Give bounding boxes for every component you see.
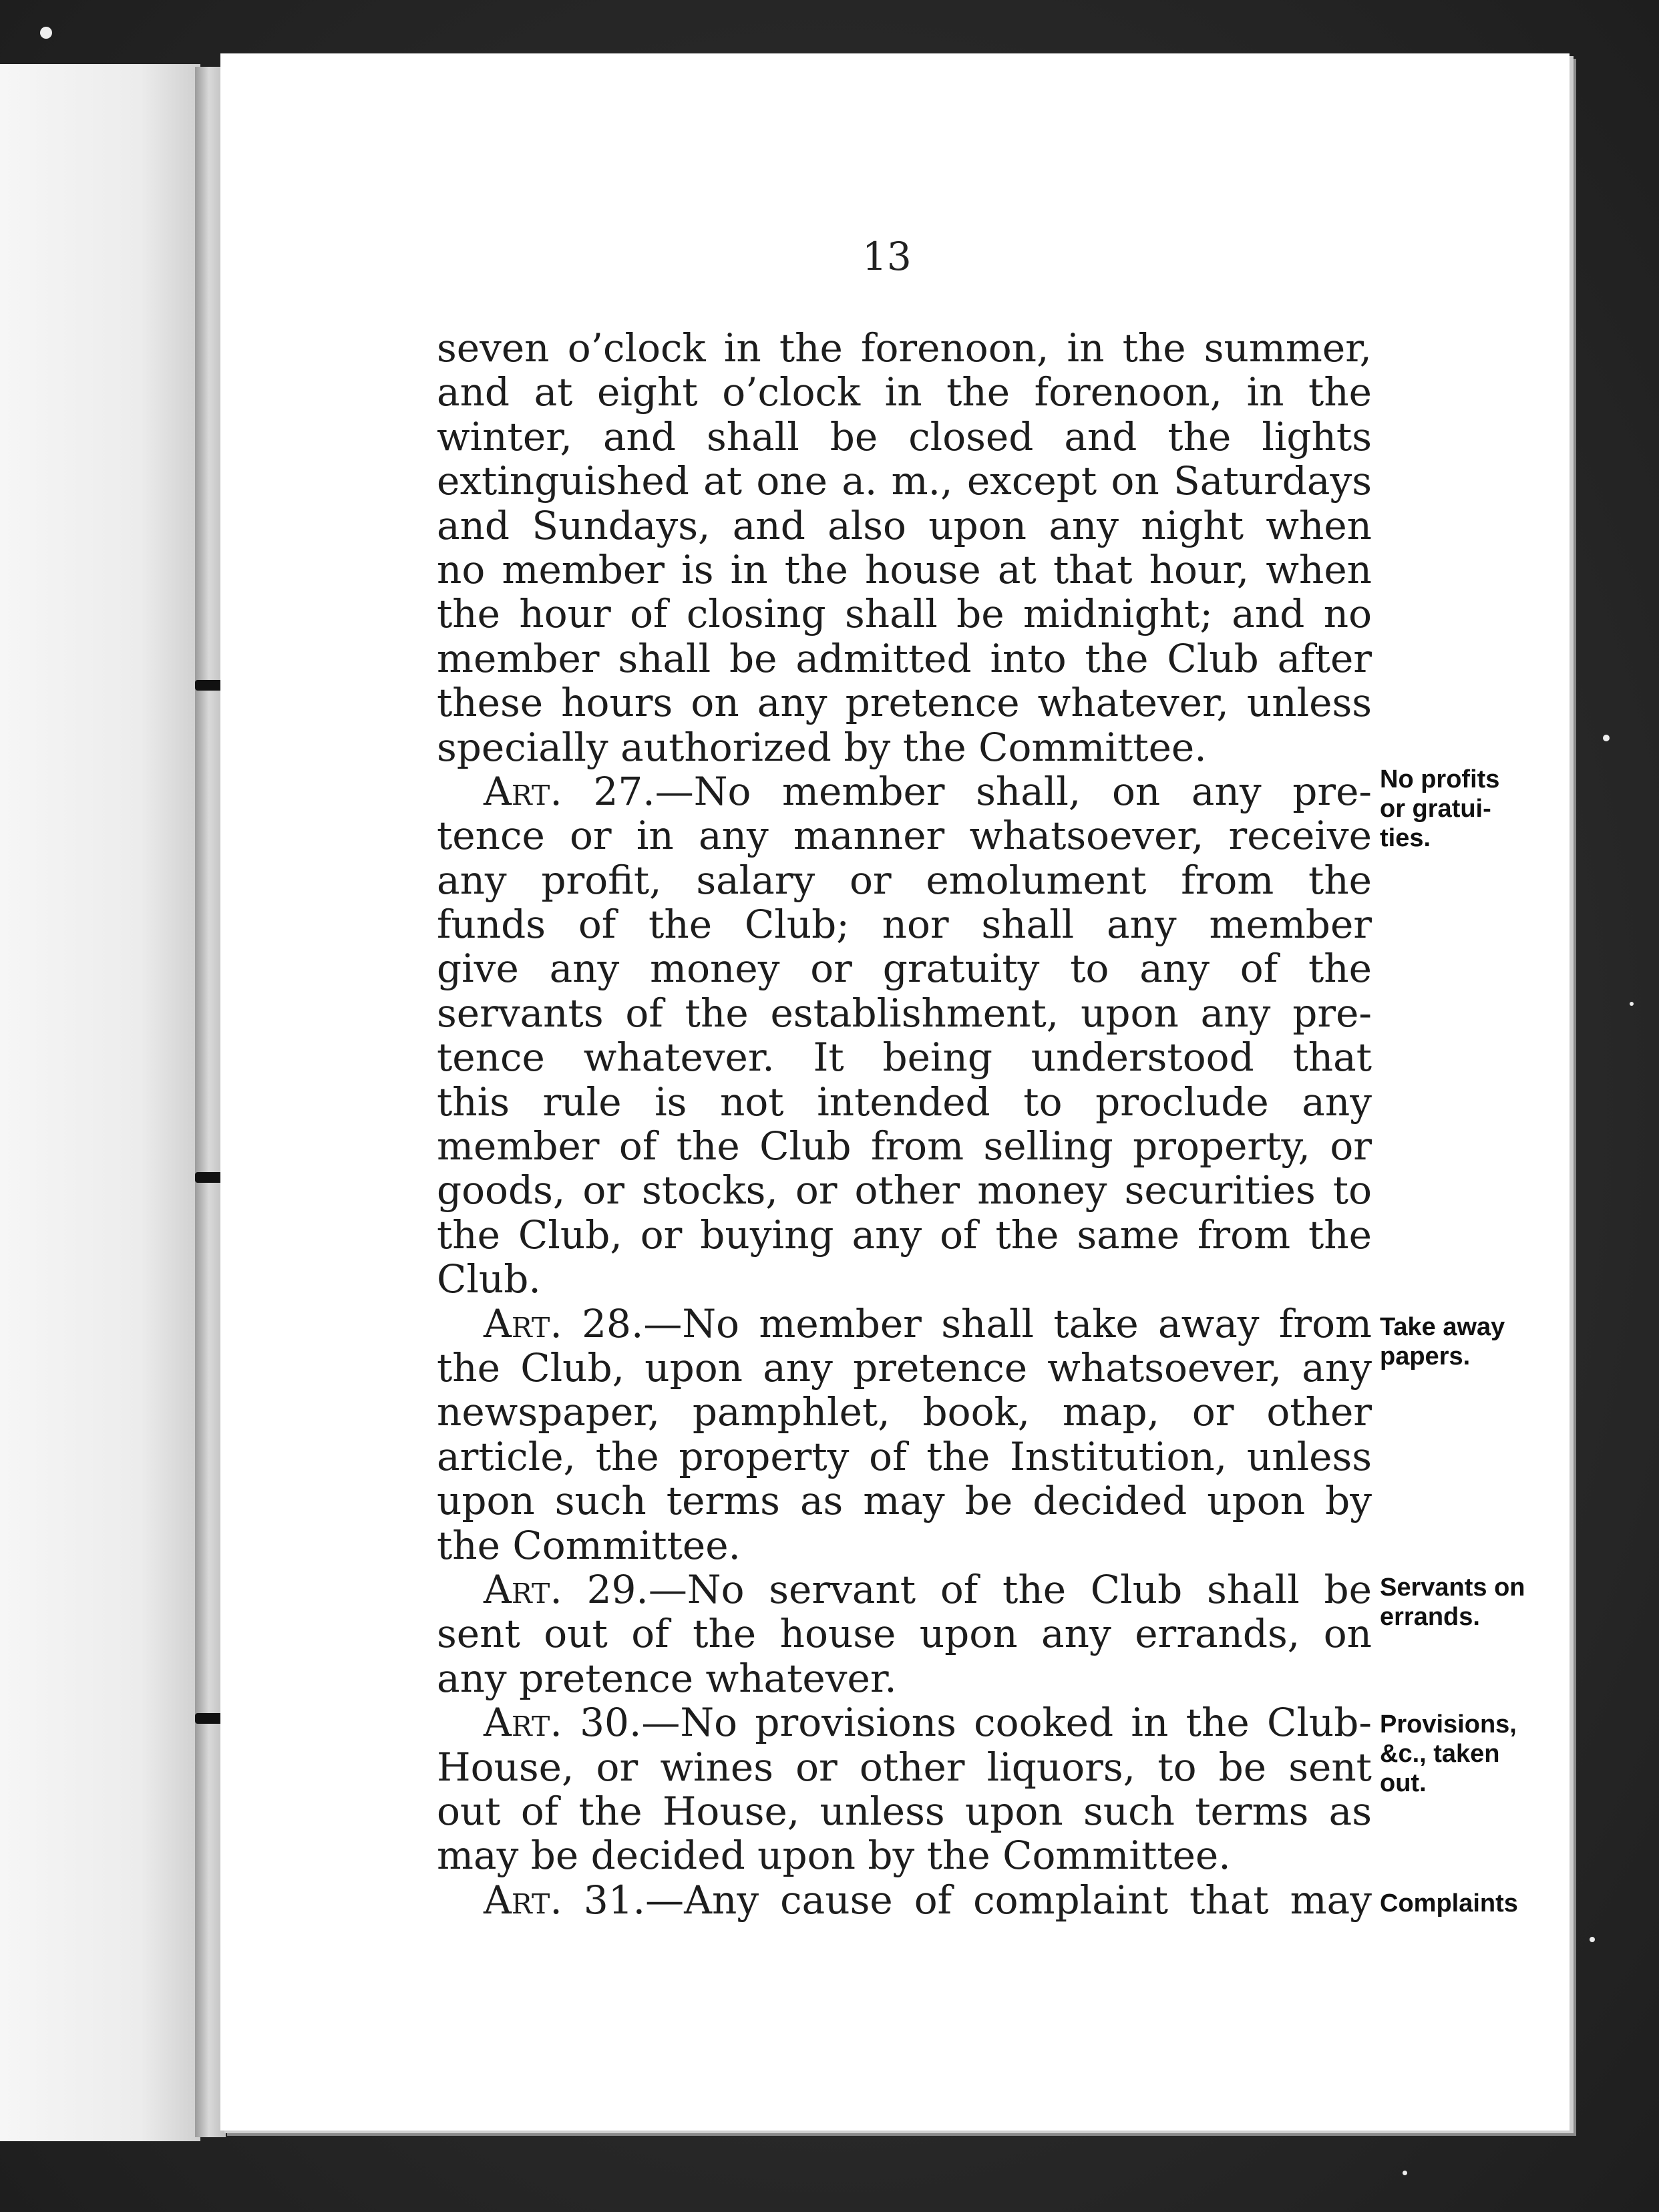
article-27-heading-line: Art. 27.—No member shall, on any pre- bbox=[484, 768, 1372, 814]
text-line: Club. bbox=[437, 1256, 541, 1302]
text-line: out of the House, unless upon such terms as bbox=[437, 1788, 1372, 1834]
text-line: the Club, or buying any of the same from the bbox=[437, 1212, 1372, 1258]
margin-note-no-profits: No profits or gratui- ties. bbox=[1380, 765, 1500, 852]
text-line: may be decided upon by the Committee. bbox=[437, 1833, 1231, 1879]
margin-note-take-away-papers: Take away papers. bbox=[1380, 1313, 1505, 1370]
dust-speck bbox=[1590, 1937, 1595, 1942]
text-line: member of the Club from selling property, or bbox=[437, 1123, 1372, 1169]
text-line: extinguished at one a. m., except on Saturdays bbox=[437, 458, 1372, 504]
text-line: no member is in the house at that hour, when bbox=[437, 546, 1372, 592]
margin-note-complaints: Complaints bbox=[1380, 1889, 1518, 1917]
text-line: sent out of the house upon any errands, on bbox=[437, 1611, 1372, 1657]
text-line: upon such terms as may be decided upon by bbox=[437, 1478, 1372, 1524]
text-line: this rule is not intended to proclude any bbox=[437, 1079, 1372, 1125]
text-line: winter, and shall be closed and the lights bbox=[437, 413, 1372, 459]
article-31-heading-line: Art. 31.—Any cause of complaint that may bbox=[484, 1877, 1372, 1923]
text-line: newspaper, pamphlet, book, map, or other bbox=[437, 1389, 1372, 1435]
page-number: 13 bbox=[862, 234, 912, 279]
article-30-heading-line: Art. 30.—No provisions cooked in the Club- bbox=[484, 1700, 1372, 1746]
text-line: any pretence whatever. bbox=[437, 1655, 897, 1701]
text-line: and Sundays, and also upon any night when bbox=[437, 502, 1372, 548]
facing-page bbox=[0, 64, 200, 2141]
text-line: tence or in any manner whatsoever, receive bbox=[437, 813, 1372, 859]
text-line: give any money or gratuity to any of the bbox=[437, 946, 1372, 992]
text-line: member shall be admitted into the Club after bbox=[437, 635, 1372, 681]
text-line: the Club, upon any pretence whatsoever, any bbox=[437, 1344, 1372, 1391]
text-line: seven o’clock in the forenoon, in the summer, bbox=[437, 325, 1372, 371]
body-text bbox=[437, 326, 1372, 1922]
article-28-heading-line: Art. 28.—No member shall take away from bbox=[484, 1300, 1372, 1346]
text-line: specially authorized by the Committee. bbox=[437, 724, 1207, 770]
dust-speck bbox=[40, 27, 52, 39]
text-line: these hours on any pretence whatever, unless bbox=[437, 680, 1372, 726]
margin-note-servants-errands: Servants on errands. bbox=[1380, 1574, 1525, 1631]
text-line: tence whatever. It being understood that bbox=[437, 1035, 1372, 1081]
text-line: the Committee. bbox=[437, 1522, 741, 1568]
margin-note-provisions: Provisions, &c., taken out. bbox=[1380, 1710, 1517, 1797]
text-line: servants of the establishment, upon any pre- bbox=[437, 990, 1372, 1036]
text-line: and at eight o’clock in the forenoon, in the bbox=[437, 369, 1372, 415]
dust-speck bbox=[1403, 2171, 1407, 2175]
text-line: House, or wines or other liquors, to be sent bbox=[437, 1744, 1372, 1790]
text-line: goods, or stocks, or other money securities to bbox=[437, 1167, 1372, 1214]
text-line: any profit, salary or emolument from the bbox=[437, 857, 1372, 903]
text-line: the hour of closing shall be midnight; and no bbox=[437, 591, 1372, 637]
dust-speck bbox=[1630, 1002, 1634, 1006]
article-29-heading-line: Art. 29.—No servant of the Club shall be bbox=[484, 1566, 1372, 1612]
text-line: funds of the Club; nor shall any member bbox=[437, 902, 1372, 948]
text-line: article, the property of the Institution, unless bbox=[437, 1433, 1372, 1479]
dust-speck bbox=[1603, 735, 1610, 741]
